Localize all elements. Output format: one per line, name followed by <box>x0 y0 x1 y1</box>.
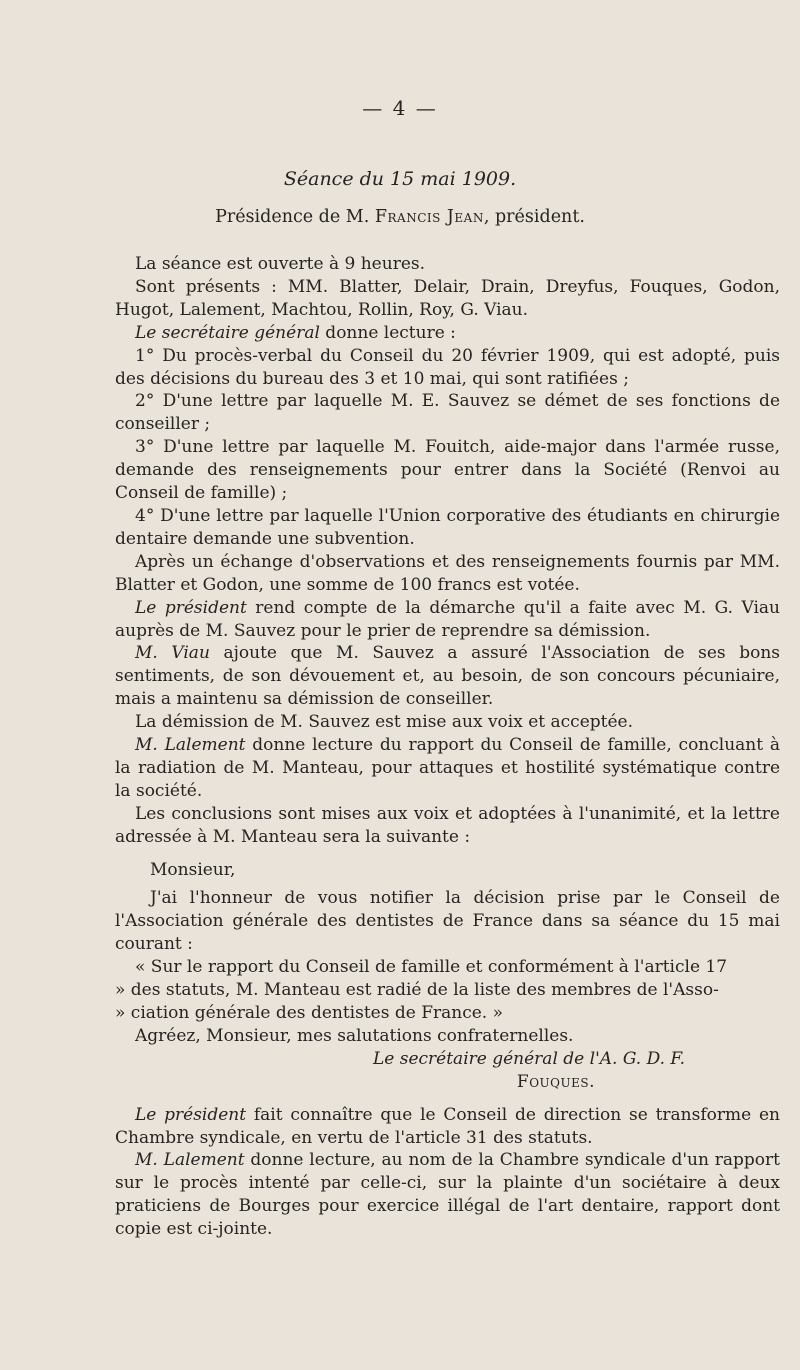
letter-salutation: Monsieur, <box>150 859 236 880</box>
paragraph-text: ajoute que M. Sauvez a assuré l'Association de ses bons sentiments, de son dévouement et, au besoin, de son concours pécuniaire, mais a maintenu sa démission de conseiller. <box>115 643 780 710</box>
presidence-line <box>0 207 800 227</box>
paragraph-item-4: 4° D'une lettre par laquelle l'Union corporative des étudiants en chirurgie dentaire demande une subvention. <box>115 505 780 549</box>
paragraph-item-2: 2° D'une lettre par laquelle M. E. Sauvez se démet de ses fonctions de conseiller ; <box>115 391 780 435</box>
paragraph-president-report <box>115 597 780 643</box>
minutes-body <box>115 253 780 1241</box>
presidence-after: , président. <box>483 207 585 227</box>
paragraph-text: donne lecture, au nom de la Chambre syndicale d'un rapport sur le procès intenté par celle-ci, sur la plainte d'un sociétaire à deux praticiens de Bourges pour exercice illégal de l'art dentaire, rapport dont copie est ci-jointe. <box>115 1150 781 1240</box>
paragraph-item-1: 1° Du procès-verbal du Conseil du 20 février 1909, qui est adopté, puis des décisions du bureau des 3 et 10 mai, qui sont ratifiées ; <box>115 345 780 389</box>
paragraph-text: donne lecture du rapport du Conseil de famille, concluant à la radiation de M. Manteau, pour attaques et hostilité systématique contre la société. <box>115 735 780 801</box>
letter-quote-line-2: » des statuts, M. Manteau est radié de la liste des membres de l'Asso- <box>115 980 719 1001</box>
letter-paragraph: J'ai l'honneur de vous notifier la décision prise par le Conseil de l'Association générale des dentistes de France dans sa séance du 15 mai courant : <box>115 888 780 955</box>
paragraph-item-3: 3° D'une lettre par laquelle M. Fouitch, aide-major dans l'armée russe, demande des renseignements pour entrer dans la Société (Renvoi au Conseil de famille) ; <box>115 437 780 504</box>
seance-title: Séance du 15 mai 1909. <box>283 168 517 190</box>
paragraph-text: rend compte de la démarche qu'il a faite avec M. G. Viau auprès de M. Sauvez pour le prier de reprendre sa démission. <box>115 597 780 641</box>
president-name: Francis Jean <box>374 207 484 227</box>
presidence-before: Présidence de M. <box>215 207 375 227</box>
paragraph-opening: La séance est ouverte à 9 heures. <box>135 254 426 274</box>
speaker-secretary: Le secrétaire général <box>135 322 320 343</box>
letter-closing: Agréez, Monsieur, mes salutations confraternelles. <box>135 1025 574 1046</box>
paragraph-subvention: Après un échange d'observations et des renseignements fournis par MM. Blatter et Godon, une somme de 100 francs est votée. <box>115 551 780 595</box>
signature-title <box>115 1048 780 1071</box>
speaker-lalement: M. Lalement <box>135 735 246 756</box>
speaker-president: Le président <box>135 597 247 618</box>
paragraph-secretary-reading <box>115 322 780 345</box>
signature-name: Fouques. <box>516 1071 595 1092</box>
paragraph-chambre-syndicale <box>115 1104 780 1150</box>
paragraph-text: donne lecture : <box>319 322 456 343</box>
speaker-viau: M. Viau <box>135 643 210 664</box>
paragraph-lalement-report <box>115 734 780 803</box>
signature-title-text: Le secrétaire général de l'A. G. D. F. <box>372 1048 685 1069</box>
paragraph-text: fait connaître que le Conseil de direction se transforme en Chambre syndicale, en vertu de l'article 31 des statuts. <box>115 1104 780 1148</box>
letter-quote-line-1: « Sur le rapport du Conseil de famille et conformément à l'article 17 <box>135 957 728 978</box>
speaker-president-2: Le président <box>135 1104 247 1125</box>
letter-quote-line-3: » ciation générale des dentistes de France. » <box>115 1003 503 1023</box>
paragraph-conclusions: Les conclusions sont mises aux voix et adoptées à l'unanimité, et la lettre adressée à M. Manteau sera la suivante : <box>115 803 780 847</box>
speaker-lalement-2: M. Lalement <box>135 1150 245 1171</box>
paragraph-present-members: Sont présents : MM. Blatter, Delair, Drain, Dreyfus, Fouques, Godon, Hugot, Lalement, Machtou, Rollin, Roy, G. Viau. <box>115 276 780 320</box>
page-number: — 4 — <box>362 96 438 120</box>
paragraph-viau <box>115 642 780 711</box>
paragraph-lalement-proces <box>115 1149 780 1241</box>
paragraph-resignation: La démission de M. Sauvez est mise aux voix et acceptée. <box>135 712 633 733</box>
